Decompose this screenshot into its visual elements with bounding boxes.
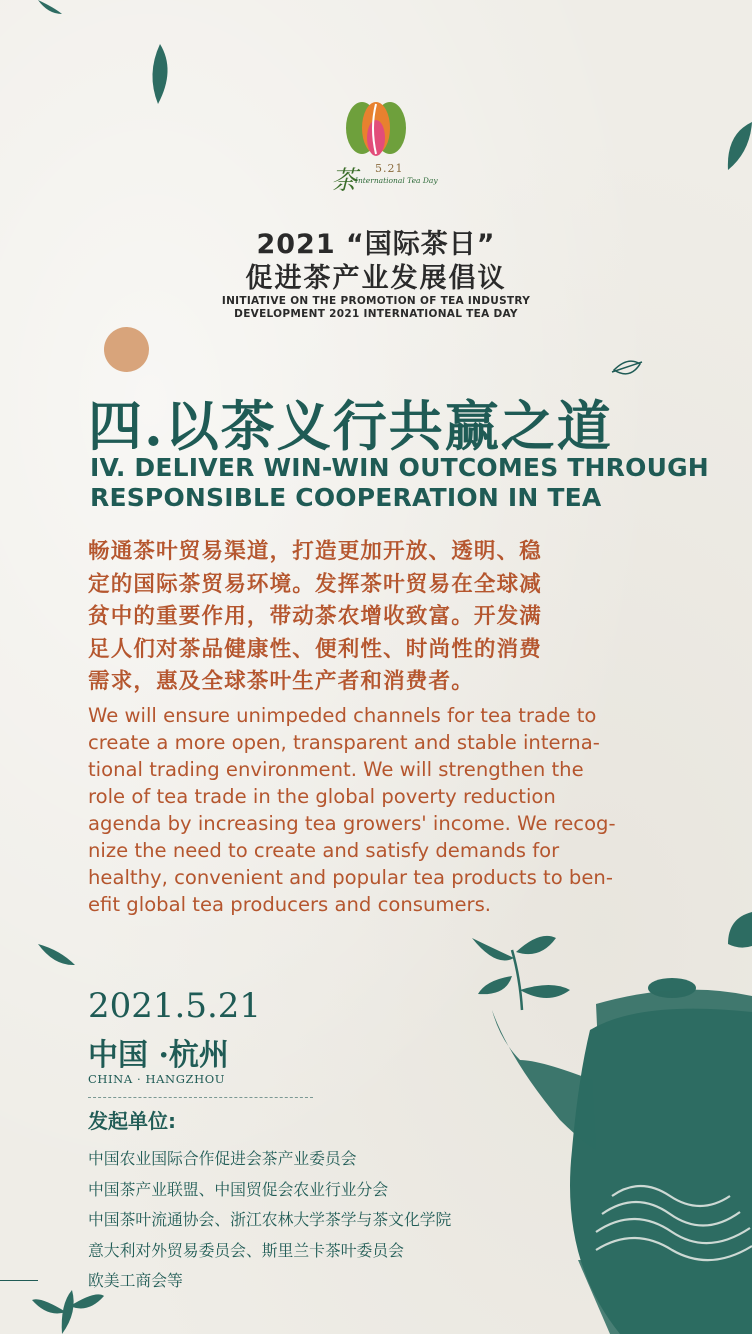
paragraph-cn-line: 定的国际茶贸易环境。发挥茶叶贸易在全球减 [88, 571, 543, 597]
sponsor-item: 中国农业国际合作促进会茶产业委员会 [88, 1149, 357, 1168]
paragraph-cn-line: 足人们对茶品健康性、便利性、时尚性的消费 [88, 636, 543, 662]
divider [88, 1097, 313, 1098]
logo-subtitle: International Tea Day [355, 176, 438, 185]
sponsor-item: 中国茶叶流通协会、浙江农林大学茶学与茶文化学院 [88, 1210, 452, 1229]
paragraph-en-line: We will ensure unimpeded channels for tea trade to [88, 704, 597, 727]
logo-caption [331, 162, 455, 196]
leaf-icon [38, 0, 62, 14]
bottom-rule [0, 1280, 38, 1281]
decorative-dot [104, 327, 149, 372]
paragraph-en-line: role of tea trade in the global poverty reduction [88, 785, 556, 808]
leaf-outline-icon [612, 361, 642, 374]
event-city-en: CHINA · HANGZHOU [88, 1072, 226, 1086]
sponsor-item: 中国茶产业联盟、中国贸促会农业行业分会 [88, 1179, 389, 1199]
section-title-en-line1: IV. DELIVER WIN-WIN OUTCOMES THROUGH [90, 453, 709, 482]
logo-date: 5.21 [375, 162, 404, 175]
event-date: 2021.5.21 [88, 986, 262, 1026]
paragraph-en-line: nize the need to create and satisfy demands for [88, 839, 560, 862]
section-title-cn: 四.以茶义行共赢之道 [88, 394, 613, 458]
leaf-icon [728, 122, 752, 170]
paragraph-en-line: tional trading environment. We will strengthen the [88, 758, 584, 781]
section-title-en-line2: RESPONSIBLE COOPERATION IN TEA [90, 483, 602, 512]
paragraph-cn-line: 畅通茶叶贸易渠道，打造更加开放、透明、稳 [88, 539, 543, 564]
event-city-cn: 中国 ·杭州 [88, 1038, 229, 1073]
paragraph-cn-line: 需求，惠及全球茶叶生产者和消费者。 [88, 669, 474, 694]
paragraph-en-line: agenda by increasing tea growers' income. We recog- [88, 812, 616, 835]
teapot-illustration [492, 912, 752, 1334]
header-title-line2: 促进茶产业发展倡议 [245, 263, 507, 294]
paragraph-en-line: healthy, convenient and popular tea products to ben- [88, 866, 613, 889]
leaf-icon [38, 944, 75, 965]
logo-glyph: 茶 [331, 166, 358, 196]
paragraph-en-line: create a more open, transparent and stable interna- [88, 731, 600, 754]
leaf-icon [32, 1290, 104, 1334]
leaf-icon [152, 44, 167, 104]
sponsors-list [88, 1144, 451, 1297]
header-english [0, 295, 752, 321]
header-title-line1: 2021 “国际茶日” [256, 229, 496, 260]
sponsors-title: 发起单位: [88, 1109, 176, 1133]
paragraph-cn [88, 536, 658, 699]
tea-sprig-icon [472, 936, 570, 1010]
paragraph-cn-line: 贫中的重要作用，带动茶农增收致富。开发满 [88, 604, 543, 629]
header-english-line1: INITIATIVE ON THE PROMOTION OF TEA INDUSTRY [221, 295, 531, 307]
header-english-line2: DEVELOPMENT 2021 INTERNATIONAL TEA DAY [234, 308, 518, 320]
paragraph-en-line: efit global tea producers and consumers. [88, 893, 492, 916]
paragraph-en [88, 702, 648, 918]
sponsor-item: 意大利对外贸易委员会、斯里兰卡茶叶委员会 [88, 1240, 404, 1260]
sponsor-item: 欧美工商会等 [88, 1271, 183, 1290]
section-title-en [90, 453, 710, 513]
